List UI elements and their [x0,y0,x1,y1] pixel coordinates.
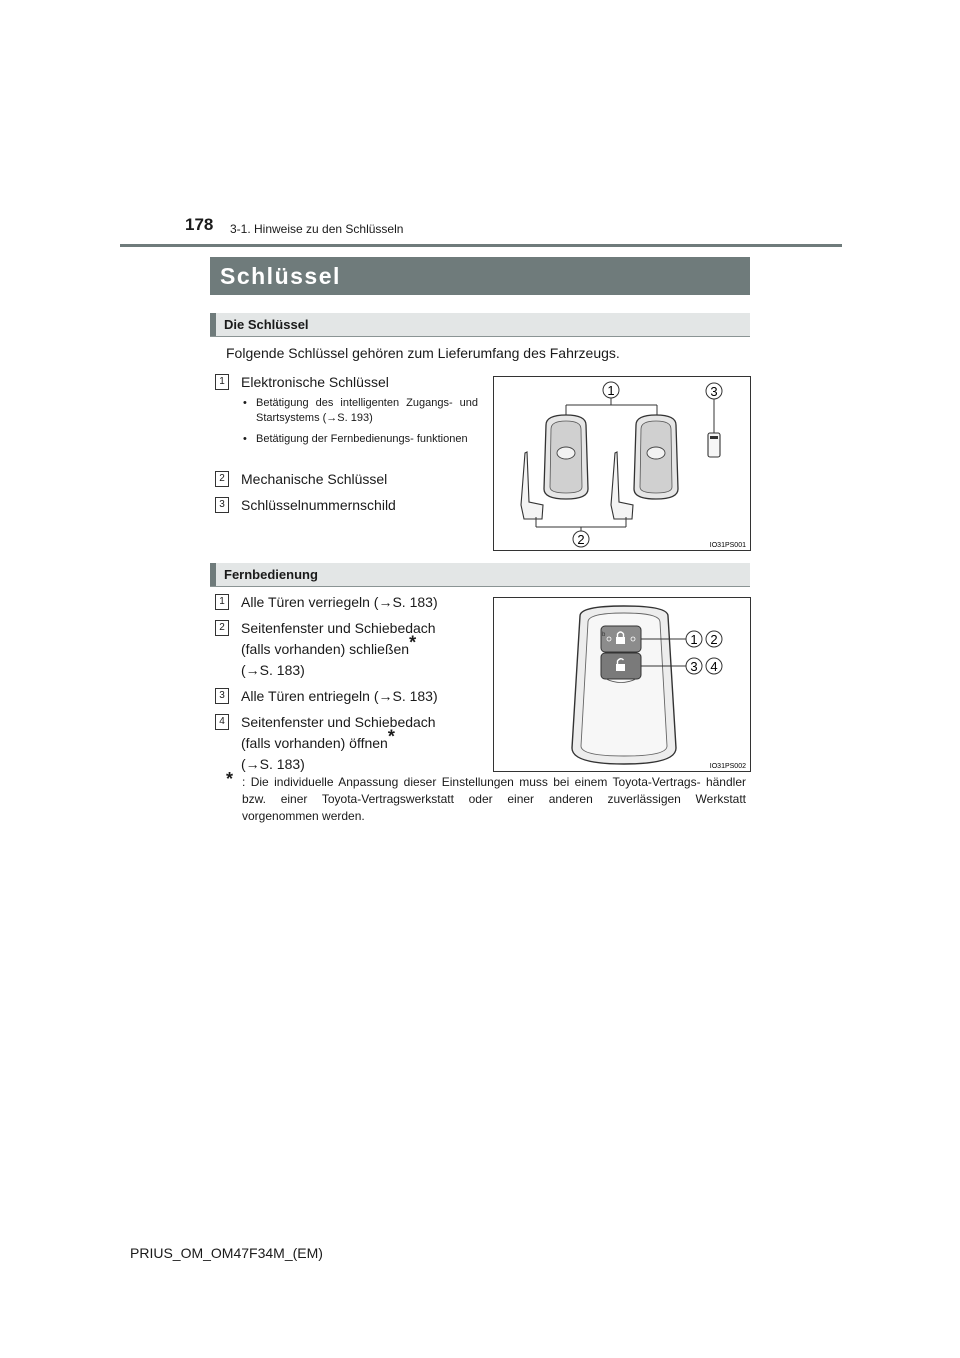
electronic-key-right [611,415,678,519]
remote-key-fob [572,606,676,764]
item-close-windows-line2 [241,632,417,657]
callout-4-label: 4 [710,659,718,674]
figure-code: IO31PS002 [709,763,746,770]
section-heading-keys [210,313,750,337]
callout-1-label: 1 [607,383,615,398]
item-key-number-plate: Schlüsselnummernschild [241,497,396,513]
callout-3-label: 3 [710,384,718,399]
item-number: 2 [215,620,229,636]
item-number: 1 [215,594,229,610]
item-number: 2 [215,471,229,487]
bullet-marker: • [243,397,247,409]
item-number: 3 [215,688,229,704]
section-reference: 3-1. Hinweise zu den Schlüsseln [230,222,404,236]
item-number: 3 [215,497,229,513]
item-open-windows-line1: Seitenfenster und Schiebedach [241,714,436,730]
item-unlock-doors: Alle Türen entriegeln (→S. 183) [241,688,438,704]
footnote-text: : Die individuelle Anpassung dieser Einstellungen muss bei einem Toyota-Vertrags- händler bzw. einer Toyota-Vertragswerkstatt oder einer anderen zuverlässigen Werkstatt vorgenommen werden. [242,775,746,823]
callout-2-label: 2 [577,532,585,547]
footnote-marker: * [226,769,234,789]
bullet-marker: • [243,433,247,445]
callout-1-label: 1 [690,632,698,647]
keys-figure [493,376,751,551]
item-close-windows-ref: (→S. 183) [241,662,305,678]
item-open-windows-ref: (→S. 183) [241,756,305,772]
footnote-star: * [409,632,417,653]
item-lock-doors: Alle Türen verriegeln (→S. 183) [241,594,438,610]
item-open-windows-text: (falls vorhanden) öffnen [241,735,388,751]
item-number: 4 [215,714,229,730]
footnote-star: * [387,726,395,747]
item-electronic-keys: Elektronische Schlüssel [241,374,389,390]
bullet-remote-functions: Betätigung der Fernbedienungs- funktionen [256,433,468,445]
page-title: Schlüssel [220,263,341,289]
section-heading-keys-text: Die Schlüssel [224,317,309,332]
section-heading-remote-text: Fernbedienung [224,567,318,582]
section-heading-remote [210,563,750,587]
page-number: 178 [185,215,214,234]
document-code: PRIUS_OM_OM47F34M_(EM) [130,1245,323,1261]
remote-figure [493,597,751,772]
callout-3-label: 3 [690,659,698,674]
item-close-windows-text: (falls vorhanden) schließen [241,641,410,657]
keys-illustration [494,377,750,550]
item-close-windows-line1: Seitenfenster und Schiebedach [241,620,436,636]
item-mechanical-keys: Mechanische Schlüssel [241,471,388,487]
header-rule [120,244,842,247]
footnote [226,769,746,825]
fob-mark: b [602,632,606,638]
figure-code: IO31PS001 [709,542,746,549]
electronic-key-left [521,415,588,519]
key-number-plate [708,399,720,457]
item-number: 1 [215,374,229,390]
item-open-windows-line2 [241,726,395,751]
callout-2-label: 2 [710,632,718,647]
bullet-smart-entry: Betätigung des intelligenten Zugangs- und Startsystems (→S. 193) [256,397,478,424]
remote-illustration [494,598,750,771]
intro-text: Folgende Schlüssel gehören zum Lieferumfang des Fahrzeugs. [226,345,620,361]
